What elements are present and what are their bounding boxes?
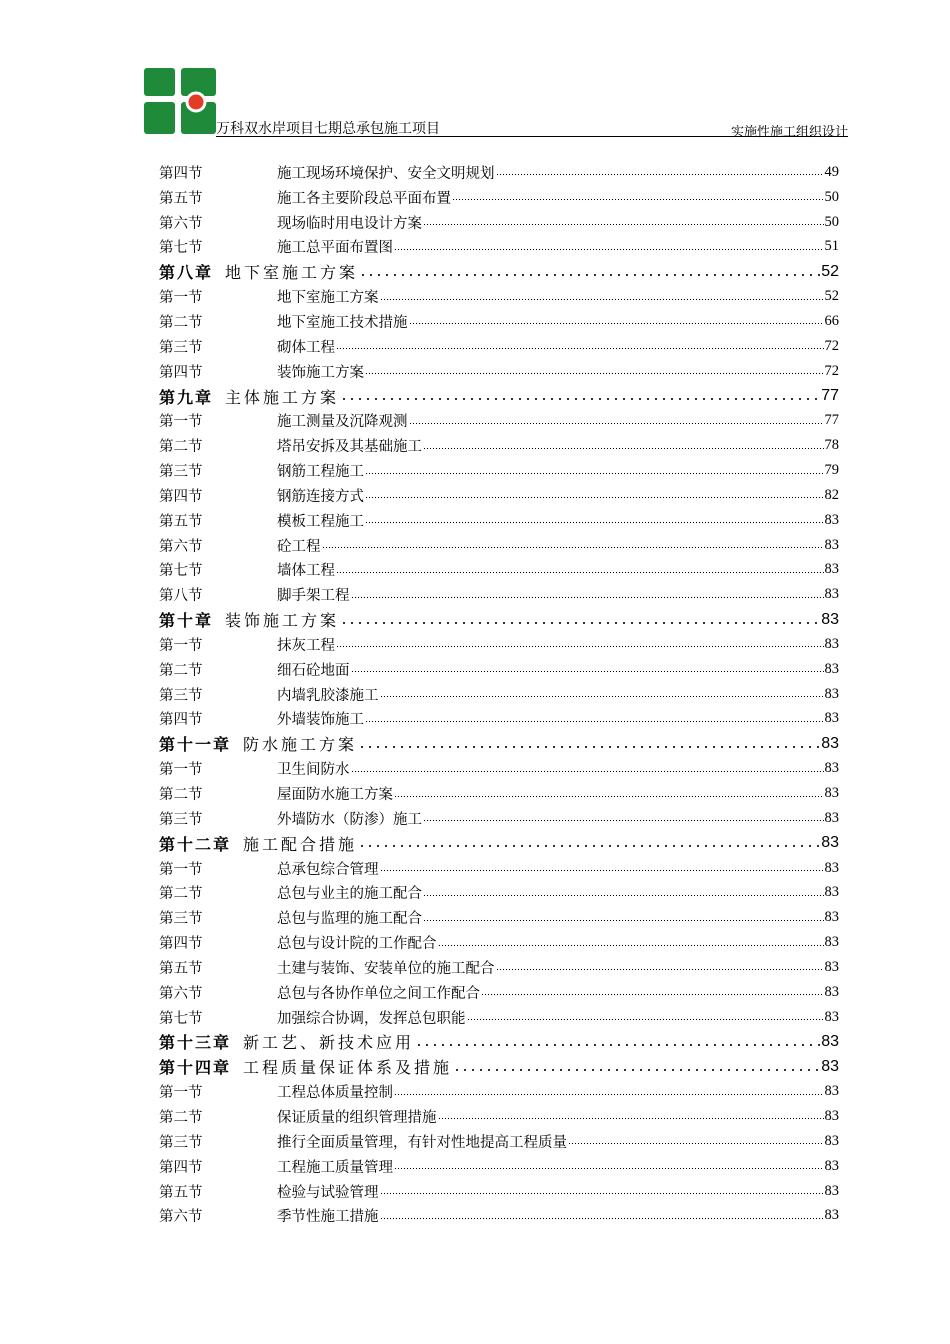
dot-leader bbox=[336, 565, 824, 575]
toc-section-entry[interactable] bbox=[159, 408, 839, 433]
toc-entry-number: 第五节 bbox=[159, 190, 203, 207]
toc-entry-title: 季节性施工措施 bbox=[277, 1209, 379, 1226]
dot-leader bbox=[481, 987, 824, 997]
toc-entry-number: 第二节 bbox=[159, 886, 203, 903]
toc-entry-title: 施工各主要阶段总平面布置 bbox=[277, 190, 451, 207]
toc-section-entry[interactable] bbox=[159, 533, 839, 558]
toc-page-number: 83 bbox=[821, 734, 839, 752]
toc-section-entry[interactable] bbox=[159, 856, 839, 881]
toc-section-entry[interactable] bbox=[159, 1154, 839, 1179]
dot-leader bbox=[351, 590, 824, 600]
toc-entry-number: 第三节 bbox=[159, 687, 203, 704]
dot-leader bbox=[423, 217, 824, 227]
toc-entry-title: 地下室施工方案 bbox=[225, 263, 359, 283]
toc-entry-title: 内墙乳胶漆施工 bbox=[277, 687, 379, 704]
toc-page-number: 83 bbox=[824, 586, 839, 603]
toc-section-entry[interactable] bbox=[159, 334, 839, 359]
toc-page-number: 83 bbox=[824, 561, 839, 578]
dot-leader bbox=[423, 813, 824, 823]
toc-entry-title: 外墙防水（防渗）施工 bbox=[277, 811, 422, 828]
toc-section-entry[interactable] bbox=[159, 210, 839, 235]
toc-chapter-entry[interactable] bbox=[159, 607, 839, 632]
toc-page-number: 50 bbox=[824, 188, 839, 205]
toc-entry-title: 工程质量保证体系及措施 bbox=[243, 1058, 453, 1078]
toc-entry-title: 装饰施工方案 bbox=[277, 364, 364, 381]
toc-entry-number: 第四节 bbox=[159, 488, 203, 505]
dot-leader bbox=[467, 1012, 824, 1022]
toc-page-number: 83 bbox=[824, 511, 839, 528]
toc-entry-title: 推行全面质量管理，有针对性地提高工程质量 bbox=[277, 1134, 567, 1151]
toc-page-number: 51 bbox=[824, 238, 839, 255]
toc-entry-title: 总包与设计院的工作配合 bbox=[277, 936, 437, 953]
dot-leader bbox=[394, 789, 824, 799]
dot-leader bbox=[351, 764, 824, 774]
dot-leader bbox=[351, 664, 824, 674]
toc-entry-title: 模板工程施工 bbox=[277, 513, 364, 530]
toc-section-entry[interactable] bbox=[159, 1079, 839, 1104]
dot-leader bbox=[322, 540, 824, 550]
toc-entry-number: 第三节 bbox=[159, 811, 203, 828]
toc-entry-title: 工程总体质量控制 bbox=[277, 1085, 393, 1102]
toc-section-entry[interactable] bbox=[159, 905, 839, 930]
toc-entry-title: 地下室施工技术措施 bbox=[277, 314, 408, 331]
toc-entry-number: 第四节 bbox=[159, 1159, 203, 1176]
toc-page-number: 83 bbox=[824, 1008, 839, 1025]
dot-leader bbox=[380, 689, 824, 699]
dot-leader bbox=[365, 515, 824, 525]
toc-entry-number: 第三节 bbox=[159, 1134, 203, 1151]
toc-section-entry[interactable] bbox=[159, 1129, 839, 1154]
toc-entry-number: 第八章 bbox=[159, 263, 214, 283]
toc-page-number: 72 bbox=[824, 362, 839, 379]
toc-entry-title: 主体施工方案 bbox=[225, 387, 340, 407]
toc-section-entry[interactable] bbox=[159, 781, 839, 806]
dot-leader bbox=[452, 192, 824, 202]
toc-entry-number: 第三节 bbox=[159, 911, 203, 928]
toc-chapter-entry[interactable] bbox=[159, 259, 839, 284]
toc-entry-number: 第五节 bbox=[159, 513, 203, 530]
toc-page-number: 52 bbox=[821, 262, 839, 280]
dot-leader bbox=[568, 1136, 824, 1146]
toc-page-number: 83 bbox=[821, 610, 839, 628]
toc-entry-number: 第七节 bbox=[159, 563, 203, 580]
toc-section-entry[interactable] bbox=[159, 657, 839, 682]
toc-entry-number: 第五节 bbox=[159, 960, 203, 977]
dot-leader bbox=[394, 242, 824, 252]
toc-page-number: 83 bbox=[824, 536, 839, 553]
toc-chapter-entry[interactable] bbox=[159, 731, 839, 756]
toc-page-number: 83 bbox=[821, 1032, 839, 1050]
toc-entry-title: 保证质量的组织管理措施 bbox=[277, 1109, 437, 1126]
toc-entry-title: 施工总平面布置图 bbox=[277, 240, 393, 257]
dot-leader bbox=[340, 615, 820, 625]
toc-entry-title: 砌体工程 bbox=[277, 339, 335, 356]
toc-entry-title: 总承包综合管理 bbox=[277, 861, 379, 878]
toc-page-number: 83 bbox=[824, 1157, 839, 1174]
toc-section-entry[interactable] bbox=[159, 955, 839, 980]
toc-entry-title: 总包与监理的施工配合 bbox=[277, 911, 422, 928]
dot-leader bbox=[394, 1087, 824, 1097]
toc-entry-number: 第七节 bbox=[159, 1010, 203, 1027]
toc-entry-number: 第十章 bbox=[159, 611, 214, 631]
toc-entry-number: 第一节 bbox=[159, 637, 203, 654]
dot-leader bbox=[336, 639, 824, 649]
toc-entry-title: 砼工程 bbox=[277, 538, 321, 555]
toc-section-entry[interactable] bbox=[159, 359, 839, 384]
toc-entry-number: 第六节 bbox=[159, 538, 203, 555]
toc-section-entry[interactable] bbox=[159, 483, 839, 508]
toc-entry-number: 第一节 bbox=[159, 762, 203, 779]
toc-entry-title: 细石砼地面 bbox=[277, 662, 350, 679]
toc-entry-title: 屋面防水施工方案 bbox=[277, 787, 393, 804]
dot-leader bbox=[380, 292, 824, 302]
toc-page-number: 83 bbox=[824, 685, 839, 702]
toc-section-entry[interactable] bbox=[159, 1179, 839, 1204]
page-header bbox=[140, 66, 848, 138]
toc-section-entry[interactable] bbox=[159, 632, 839, 657]
toc-page-number: 83 bbox=[824, 983, 839, 1000]
toc-section-entry[interactable] bbox=[159, 980, 839, 1005]
toc-section-entry[interactable] bbox=[159, 806, 839, 831]
toc-page-number: 83 bbox=[821, 834, 839, 852]
toc-entry-number: 第六节 bbox=[159, 215, 203, 232]
toc-page-number: 79 bbox=[824, 462, 839, 479]
toc-entry-number: 第六节 bbox=[159, 1209, 203, 1226]
dot-leader bbox=[336, 341, 824, 351]
toc-chapter-entry[interactable] bbox=[159, 1054, 839, 1079]
toc-entry-number: 第一节 bbox=[159, 414, 203, 431]
toc-page-number: 83 bbox=[824, 660, 839, 677]
dot-leader bbox=[409, 416, 824, 426]
toc-entry-title: 总包与业主的施工配合 bbox=[277, 886, 422, 903]
toc-section-entry[interactable] bbox=[159, 458, 839, 483]
toc-chapter-entry[interactable] bbox=[159, 384, 839, 409]
toc-section-entry[interactable] bbox=[159, 284, 839, 309]
toc-page-number: 83 bbox=[824, 710, 839, 727]
project-title: 万科双水岸项目七期总承包施工项目 bbox=[216, 121, 440, 137]
toc-entry-title: 施工现场环境保护、安全文明规划 bbox=[277, 165, 495, 182]
toc-page-number: 83 bbox=[824, 909, 839, 926]
toc-entry-number: 第一节 bbox=[159, 290, 203, 307]
toc-entry-number: 第一节 bbox=[159, 1085, 203, 1102]
toc-page-number: 50 bbox=[824, 213, 839, 230]
toc-section-entry[interactable] bbox=[159, 582, 839, 607]
toc-page-number: 83 bbox=[824, 635, 839, 652]
toc-entry-number: 第七节 bbox=[159, 240, 203, 257]
dot-leader bbox=[365, 366, 824, 376]
toc-section-entry[interactable] bbox=[159, 185, 839, 210]
toc-page-number: 83 bbox=[824, 884, 839, 901]
toc-section-entry[interactable] bbox=[159, 433, 839, 458]
header-divider bbox=[216, 136, 848, 137]
toc-entry-title: 加强综合协调，发挥总包职能 bbox=[277, 1010, 466, 1027]
dot-leader bbox=[423, 913, 824, 923]
toc-page-number: 77 bbox=[824, 412, 839, 429]
toc-entry-title: 地下室施工方案 bbox=[277, 290, 379, 307]
toc-page-number: 83 bbox=[824, 1182, 839, 1199]
dot-leader bbox=[438, 938, 824, 948]
toc-page-number: 83 bbox=[824, 958, 839, 975]
company-logo bbox=[144, 68, 216, 134]
table-of-contents bbox=[159, 160, 839, 1228]
toc-entry-number: 第九章 bbox=[159, 387, 214, 407]
toc-entry-number: 第四节 bbox=[159, 364, 203, 381]
toc-page-number: 83 bbox=[824, 1107, 839, 1124]
dot-leader bbox=[358, 838, 820, 848]
toc-entry-number: 第二节 bbox=[159, 439, 203, 456]
toc-entry-number: 第四节 bbox=[159, 712, 203, 729]
dot-leader bbox=[496, 167, 824, 177]
dot-leader bbox=[453, 1062, 820, 1072]
toc-entry-title: 钢筋工程施工 bbox=[277, 464, 364, 481]
dot-leader bbox=[380, 1211, 824, 1221]
toc-entry-title: 塔吊安拆及其基础施工 bbox=[277, 439, 422, 456]
toc-entry-title: 抹灰工程 bbox=[277, 637, 335, 654]
toc-entry-title: 施工测量及沉降观测 bbox=[277, 414, 408, 431]
toc-entry-title: 新工艺、新技术应用 bbox=[243, 1033, 415, 1053]
toc-page-number: 82 bbox=[824, 486, 839, 503]
toc-page-number: 78 bbox=[824, 437, 839, 454]
dot-leader bbox=[358, 739, 820, 749]
toc-page-number: 66 bbox=[824, 312, 839, 329]
dot-leader bbox=[380, 1186, 824, 1196]
toc-entry-number: 第三节 bbox=[159, 339, 203, 356]
toc-section-entry[interactable] bbox=[159, 707, 839, 732]
toc-entry-number: 第二节 bbox=[159, 787, 203, 804]
toc-page-number: 83 bbox=[824, 859, 839, 876]
toc-entry-number: 第二节 bbox=[159, 314, 203, 331]
dot-leader bbox=[340, 391, 820, 401]
toc-entry-title: 工程施工质量管理 bbox=[277, 1159, 393, 1176]
dot-leader bbox=[496, 962, 824, 972]
toc-entry-title: 现场临时用电设计方案 bbox=[277, 215, 422, 232]
toc-page-number: 83 bbox=[824, 1083, 839, 1100]
toc-entry-number: 第四节 bbox=[159, 936, 203, 953]
toc-entry-title: 墙体工程 bbox=[277, 563, 335, 580]
document-title: 实施性施工组织设计 bbox=[730, 125, 848, 140]
toc-entry-title: 装饰施工方案 bbox=[225, 611, 340, 631]
toc-section-entry[interactable] bbox=[159, 1104, 839, 1129]
toc-entry-number: 第三节 bbox=[159, 464, 203, 481]
toc-section-entry[interactable] bbox=[159, 1203, 839, 1228]
toc-entry-number: 第二节 bbox=[159, 662, 203, 679]
toc-page-number: 83 bbox=[821, 1057, 839, 1075]
toc-section-entry[interactable] bbox=[159, 508, 839, 533]
toc-chapter-entry[interactable] bbox=[159, 831, 839, 856]
dot-leader bbox=[394, 1161, 824, 1171]
dot-leader bbox=[438, 1111, 824, 1121]
dot-leader bbox=[415, 1037, 820, 1047]
toc-section-entry[interactable] bbox=[159, 309, 839, 334]
toc-entry-number: 第二节 bbox=[159, 1109, 203, 1126]
toc-page-number: 77 bbox=[821, 387, 839, 405]
toc-page-number: 83 bbox=[824, 1207, 839, 1224]
toc-section-entry[interactable] bbox=[159, 930, 839, 955]
toc-entry-number: 第十二章 bbox=[159, 834, 232, 854]
toc-entry-title: 土建与装饰、安装单位的施工配合 bbox=[277, 960, 495, 977]
toc-entry-number: 第十四章 bbox=[159, 1058, 232, 1078]
toc-page-number: 83 bbox=[824, 1132, 839, 1149]
toc-entry-title: 卫生间防水 bbox=[277, 762, 350, 779]
dot-leader bbox=[365, 466, 824, 476]
toc-entry-title: 外墙装饰施工 bbox=[277, 712, 364, 729]
toc-page-number: 49 bbox=[824, 163, 839, 180]
toc-section-entry[interactable] bbox=[159, 756, 839, 781]
toc-entry-number: 第五节 bbox=[159, 1184, 203, 1201]
toc-entry-title: 总包与各协作单位之间工作配合 bbox=[277, 985, 480, 1002]
toc-entry-title: 钢筋连接方式 bbox=[277, 488, 364, 505]
toc-section-entry[interactable] bbox=[159, 235, 839, 260]
toc-entry-title: 施工配合措施 bbox=[243, 834, 358, 854]
dot-leader bbox=[365, 714, 824, 724]
toc-entry-number: 第十一章 bbox=[159, 735, 232, 755]
toc-entry-number: 第十三章 bbox=[159, 1033, 232, 1053]
toc-section-entry[interactable] bbox=[159, 558, 839, 583]
toc-entry-title: 检验与试验管理 bbox=[277, 1184, 379, 1201]
toc-entry-number: 第八节 bbox=[159, 588, 203, 605]
toc-page-number: 83 bbox=[824, 760, 839, 777]
toc-entry-title: 脚手架工程 bbox=[277, 588, 350, 605]
toc-page-number: 83 bbox=[824, 785, 839, 802]
toc-entry-title: 防水施工方案 bbox=[243, 735, 358, 755]
dot-leader bbox=[359, 267, 820, 277]
toc-page-number: 83 bbox=[824, 934, 839, 951]
dot-leader bbox=[380, 863, 824, 873]
toc-chapter-entry[interactable] bbox=[159, 1030, 839, 1055]
toc-entry-number: 第一节 bbox=[159, 861, 203, 878]
toc-section-entry[interactable] bbox=[159, 160, 839, 185]
dot-leader bbox=[365, 490, 824, 500]
toc-page-number: 72 bbox=[824, 337, 839, 354]
toc-page-number: 52 bbox=[824, 288, 839, 305]
toc-page-number: 83 bbox=[824, 809, 839, 826]
dot-leader bbox=[423, 888, 824, 898]
dot-leader bbox=[409, 316, 824, 326]
toc-section-entry[interactable] bbox=[159, 682, 839, 707]
toc-section-entry[interactable] bbox=[159, 880, 839, 905]
dot-leader bbox=[423, 441, 824, 451]
toc-entry-number: 第六节 bbox=[159, 985, 203, 1002]
toc-section-entry[interactable] bbox=[159, 1005, 839, 1030]
toc-entry-number: 第四节 bbox=[159, 165, 203, 182]
